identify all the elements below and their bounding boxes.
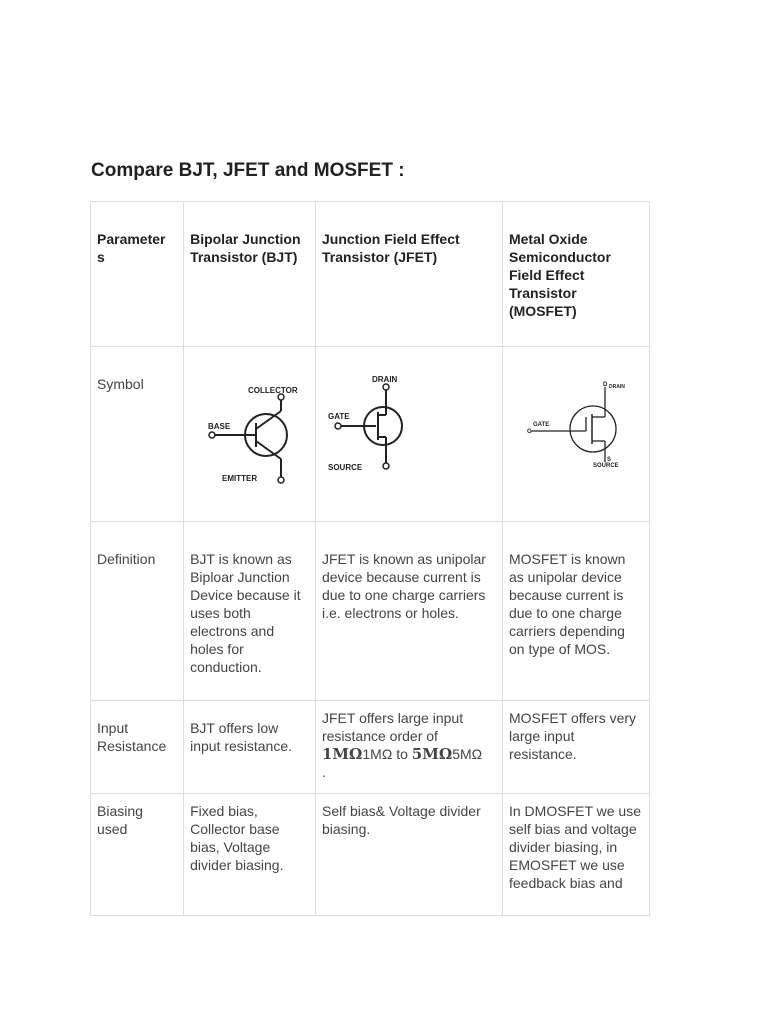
gate-label: GATE: [327, 412, 350, 421]
header-bjt: Bipolar Junction Transistor (BJT): [184, 202, 316, 347]
header-parameters: Parameter s: [91, 202, 184, 347]
mosfet-symbol: [502, 347, 649, 522]
table-row: [91, 522, 650, 701]
header-jfet: Junction Field Effect Transistor (JFET): [315, 202, 502, 347]
mosfet-input-resistance: MOSFET offers very large input resistance.: [502, 701, 649, 794]
source-label: SOURCE: [327, 463, 363, 472]
text: 5MΩ: [452, 746, 483, 762]
math: 1MΩ: [321, 745, 363, 763]
bjt-definition: BJT is known as Biploar Junction Device because it uses both electrons and holes for conduction.: [184, 522, 316, 701]
mosfet-symbol-diagram: [503, 347, 649, 517]
d-label: D: [602, 382, 608, 388]
base-label: BASE: [208, 422, 231, 431]
comparison-table: [90, 201, 650, 916]
bjt-symbol: [184, 347, 316, 522]
param-symbol: Symbol: [91, 347, 184, 522]
jfet-input-resistance: [315, 701, 502, 794]
g-label: G: [526, 429, 532, 435]
page-title: Compare BJT, JFET and MOSFET :: [91, 160, 405, 181]
bjt-symbol-diagram: [184, 347, 314, 517]
table-row: [91, 347, 650, 522]
header-mosfet: Metal Oxide Semiconductor Field Effect Transistor (MOSFET): [502, 202, 649, 347]
table-row: [91, 701, 650, 794]
emitter-label: EMITTER: [222, 474, 258, 483]
table-header-row: [91, 202, 650, 347]
math: 5MΩ: [411, 745, 453, 763]
drain-label: DRAIN: [608, 384, 625, 390]
gate-label: GATE: [532, 422, 550, 428]
s-label: S: [606, 457, 611, 463]
mosfet-biasing: In DMOSFET we use self bias and voltage divider biasing, in EMOSFET we use feedback bias and: [502, 794, 649, 916]
text: 1MΩ: [362, 746, 393, 762]
mosfet-definition: MOSFET is known as unipolar device because current is due to one charge carriers depending on type of MOS.: [502, 522, 649, 701]
jfet-symbol: [315, 347, 502, 522]
source-label: SOURCE: [592, 463, 619, 469]
table-row: [91, 794, 650, 916]
drain-label: DRAIN: [371, 375, 398, 384]
jfet-biasing: Self bias& Voltage divider biasing.: [315, 794, 502, 916]
text: to: [392, 746, 412, 762]
bjt-input-resistance: BJT offers low input resistance.: [184, 701, 316, 794]
jfet-symbol-diagram: [316, 347, 502, 517]
param-definition: Definition: [91, 522, 184, 701]
collector-label: COLLECTOR: [248, 386, 298, 395]
text: JFET offers large input resistance order of: [321, 710, 464, 744]
param-input-resistance: Input Resistance: [91, 701, 184, 794]
param-biasing: Biasing used: [91, 794, 184, 916]
bjt-biasing: Fixed bias, Collector base bias, Voltage divider biasing.: [184, 794, 316, 916]
jfet-definition: JFET is known as unipolar device because current is due to one charge carriers i.e. electrons or holes.: [315, 522, 502, 701]
text: .: [321, 764, 326, 780]
